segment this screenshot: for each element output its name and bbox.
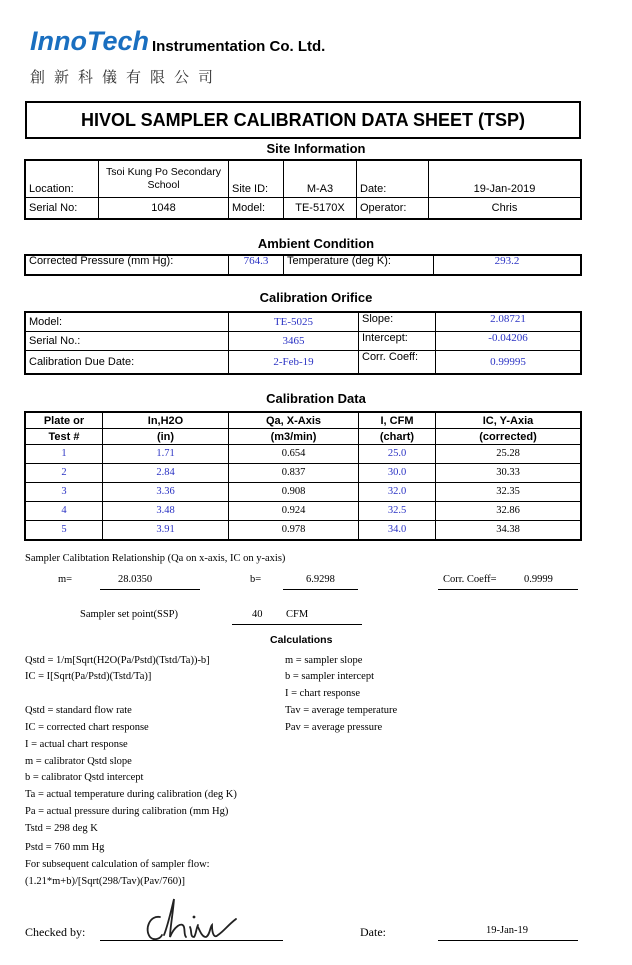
m-label: m= bbox=[58, 574, 73, 585]
cell-test: 5 bbox=[26, 521, 103, 540]
orifice-model-label: Model: bbox=[26, 313, 229, 332]
site-info-title: Site Information bbox=[266, 141, 366, 156]
subsequent-calc-note: For subsequent calculation of sampler flow: bbox=[25, 859, 210, 870]
ssp-underline bbox=[232, 624, 362, 625]
due-date-label: Calibration Due Date: bbox=[26, 351, 229, 374]
site-id-value: M-A3 bbox=[284, 161, 357, 198]
corr-underline bbox=[438, 589, 578, 590]
brand-suffix: Instrumentation Co. Ltd. bbox=[152, 38, 326, 55]
corr-coeff-label: Corr. Coeff: bbox=[359, 351, 436, 374]
b-value: 6.9298 bbox=[306, 574, 335, 585]
due-date-value: 2-Feb-19 bbox=[229, 351, 359, 374]
cell-i: 32.5 bbox=[359, 502, 436, 521]
table-row bbox=[26, 445, 581, 464]
slope-value: 2.08721 bbox=[436, 313, 581, 332]
calibration-data-table bbox=[25, 412, 581, 540]
col-header-qa: Qa, X-Axis bbox=[229, 413, 359, 429]
site-id-label: Site ID: bbox=[229, 161, 284, 198]
orifice-serial-value: 3465 bbox=[229, 332, 359, 351]
def-pstd: Pstd = 760 mm Hg bbox=[25, 842, 105, 853]
checked-by-label: Checked by: bbox=[25, 925, 86, 939]
cell-qa: 0.978 bbox=[229, 521, 359, 540]
cell-qa: 0.654 bbox=[229, 445, 359, 464]
corr-coeff-value: 0.99995 bbox=[436, 351, 581, 374]
serial-label: Serial No: bbox=[26, 198, 99, 219]
col-header-ic: IC, Y-Axia bbox=[436, 413, 581, 429]
formula-qstd: Qstd = 1/m[Sqrt(H2O(Pa/Pstd)(Tstd/Ta))-b] bbox=[25, 655, 210, 666]
col-subheader-test: Test # bbox=[26, 429, 103, 445]
col-header-i-cfm: I, CFM bbox=[359, 413, 436, 429]
cell-ic: 32.86 bbox=[436, 502, 581, 521]
cell-ic: 30.33 bbox=[436, 464, 581, 483]
col-subheader-in: (in) bbox=[103, 429, 229, 445]
col-subheader-m3min: (m3/min) bbox=[229, 429, 359, 445]
formula-ic: IC = I[Sqrt(Pa/Pstd)(Tstd/Ta)] bbox=[25, 671, 152, 682]
table-row bbox=[26, 502, 581, 521]
cell-i: 34.0 bbox=[359, 521, 436, 540]
def-i: I = chart response bbox=[285, 688, 361, 699]
ambient-table bbox=[25, 255, 581, 275]
def-qstd: Qstd = standard flow rate bbox=[25, 705, 132, 716]
cell-qa: 0.837 bbox=[229, 464, 359, 483]
table-row bbox=[26, 483, 581, 502]
cell-in: 2.84 bbox=[103, 464, 229, 483]
subsequent-calc-formula: (1.21*m+b)/[Sqrt(298/Tav)(Pav/760)] bbox=[25, 876, 186, 887]
cell-qa: 0.924 bbox=[229, 502, 359, 521]
ssp-unit: CFM bbox=[286, 609, 309, 620]
location-value-line2: School bbox=[147, 179, 180, 191]
calibration-data-title: Calibration Data bbox=[266, 391, 366, 406]
def-b-calibrator: b = calibrator Qstd intercept bbox=[25, 772, 144, 783]
def-i-actual: I = actual chart response bbox=[25, 739, 128, 750]
location-value-line1: Tsoi Kung Po Secondary bbox=[106, 166, 221, 178]
def-m: m = sampler slope bbox=[285, 655, 363, 666]
footer-date-label: Date: bbox=[360, 925, 386, 939]
brand-logo: InnoTech bbox=[30, 26, 149, 56]
orifice-serial-label: Serial No.: bbox=[26, 332, 229, 351]
cell-test: 1 bbox=[26, 445, 103, 464]
relationship-title: Sampler Calibtation Relationship (Qa on x-axis, IC on y-axis) bbox=[25, 553, 286, 564]
m-underline bbox=[100, 589, 200, 590]
footer-date-line bbox=[438, 940, 578, 941]
orifice-model-value: TE-5025 bbox=[229, 313, 359, 332]
serial-value: 1048 bbox=[99, 198, 229, 219]
model-label: Model: bbox=[229, 198, 284, 219]
cell-ic: 32.35 bbox=[436, 483, 581, 502]
table-row bbox=[26, 464, 581, 483]
b-underline bbox=[283, 589, 358, 590]
orifice-table bbox=[25, 312, 581, 374]
location-value bbox=[99, 161, 229, 198]
corr-label: Corr. Coeff= bbox=[443, 574, 497, 585]
cell-test: 2 bbox=[26, 464, 103, 483]
calculations-title: Calculations bbox=[270, 634, 333, 646]
pressure-label: Corrected Pressure (mm Hg): bbox=[26, 256, 229, 275]
col-subheader-chart: (chart) bbox=[359, 429, 436, 445]
signature-image bbox=[140, 895, 240, 945]
orifice-title: Calibration Orifice bbox=[259, 290, 373, 305]
operator-value: Chris bbox=[429, 198, 581, 219]
ambient-title: Ambient Condition bbox=[257, 236, 375, 251]
def-b: b = sampler intercept bbox=[285, 671, 375, 682]
date-label: Date: bbox=[357, 161, 429, 198]
cell-i: 32.0 bbox=[359, 483, 436, 502]
cell-i: 25.0 bbox=[359, 445, 436, 464]
def-m-calibrator: m = calibrator Qstd slope bbox=[25, 756, 132, 767]
def-ic: IC = corrected chart response bbox=[25, 722, 149, 733]
slope-label: Slope: bbox=[359, 313, 436, 332]
operator-label: Operator: bbox=[357, 198, 429, 219]
table-row bbox=[26, 521, 581, 540]
pressure-value: 764.3 bbox=[229, 256, 284, 275]
cell-ic: 34.38 bbox=[436, 521, 581, 540]
cell-in: 3.91 bbox=[103, 521, 229, 540]
def-pav: Pav = average pressure bbox=[285, 722, 383, 733]
cell-in: 1.71 bbox=[103, 445, 229, 464]
cell-in: 3.36 bbox=[103, 483, 229, 502]
ssp-label: Sampler set point(SSP) bbox=[80, 609, 179, 620]
date-value: 19-Jan-2019 bbox=[429, 161, 581, 198]
def-tstd: Tstd = 298 deg K bbox=[25, 823, 98, 834]
document-title: HIVOL SAMPLER CALIBRATION DATA SHEET (TSP) bbox=[25, 101, 581, 139]
location-label: Location: bbox=[26, 161, 99, 198]
model-value: TE-5170X bbox=[284, 198, 357, 219]
cell-test: 3 bbox=[26, 483, 103, 502]
footer-date-value: 19-Jan-19 bbox=[486, 925, 528, 936]
col-header-plate: Plate or bbox=[26, 413, 103, 429]
cell-qa: 0.908 bbox=[229, 483, 359, 502]
site-info-table bbox=[25, 160, 581, 219]
intercept-label: Intercept: bbox=[359, 332, 436, 351]
cell-i: 30.0 bbox=[359, 464, 436, 483]
b-label: b= bbox=[250, 574, 262, 585]
cell-ic: 25.28 bbox=[436, 445, 581, 464]
temperature-label: Temperature (deg K): bbox=[284, 256, 434, 275]
col-header-in-h2o: In,H2O bbox=[103, 413, 229, 429]
brand-chinese-name: 創新科儀有限公司 bbox=[30, 69, 223, 86]
corr-value: 0.9999 bbox=[524, 574, 553, 585]
ssp-value: 40 bbox=[252, 609, 263, 620]
def-tav: Tav = average temperature bbox=[285, 705, 398, 716]
def-pa: Pa = actual pressure during calibration (mm Hg) bbox=[25, 806, 229, 817]
col-subheader-corrected: (corrected) bbox=[436, 429, 581, 445]
temperature-value: 293.2 bbox=[434, 256, 581, 275]
cell-in: 3.48 bbox=[103, 502, 229, 521]
m-value: 28.0350 bbox=[118, 574, 153, 585]
def-ta: Ta = actual temperature during calibration (deg K) bbox=[25, 789, 237, 800]
intercept-value: -0.04206 bbox=[436, 332, 581, 351]
cell-test: 4 bbox=[26, 502, 103, 521]
